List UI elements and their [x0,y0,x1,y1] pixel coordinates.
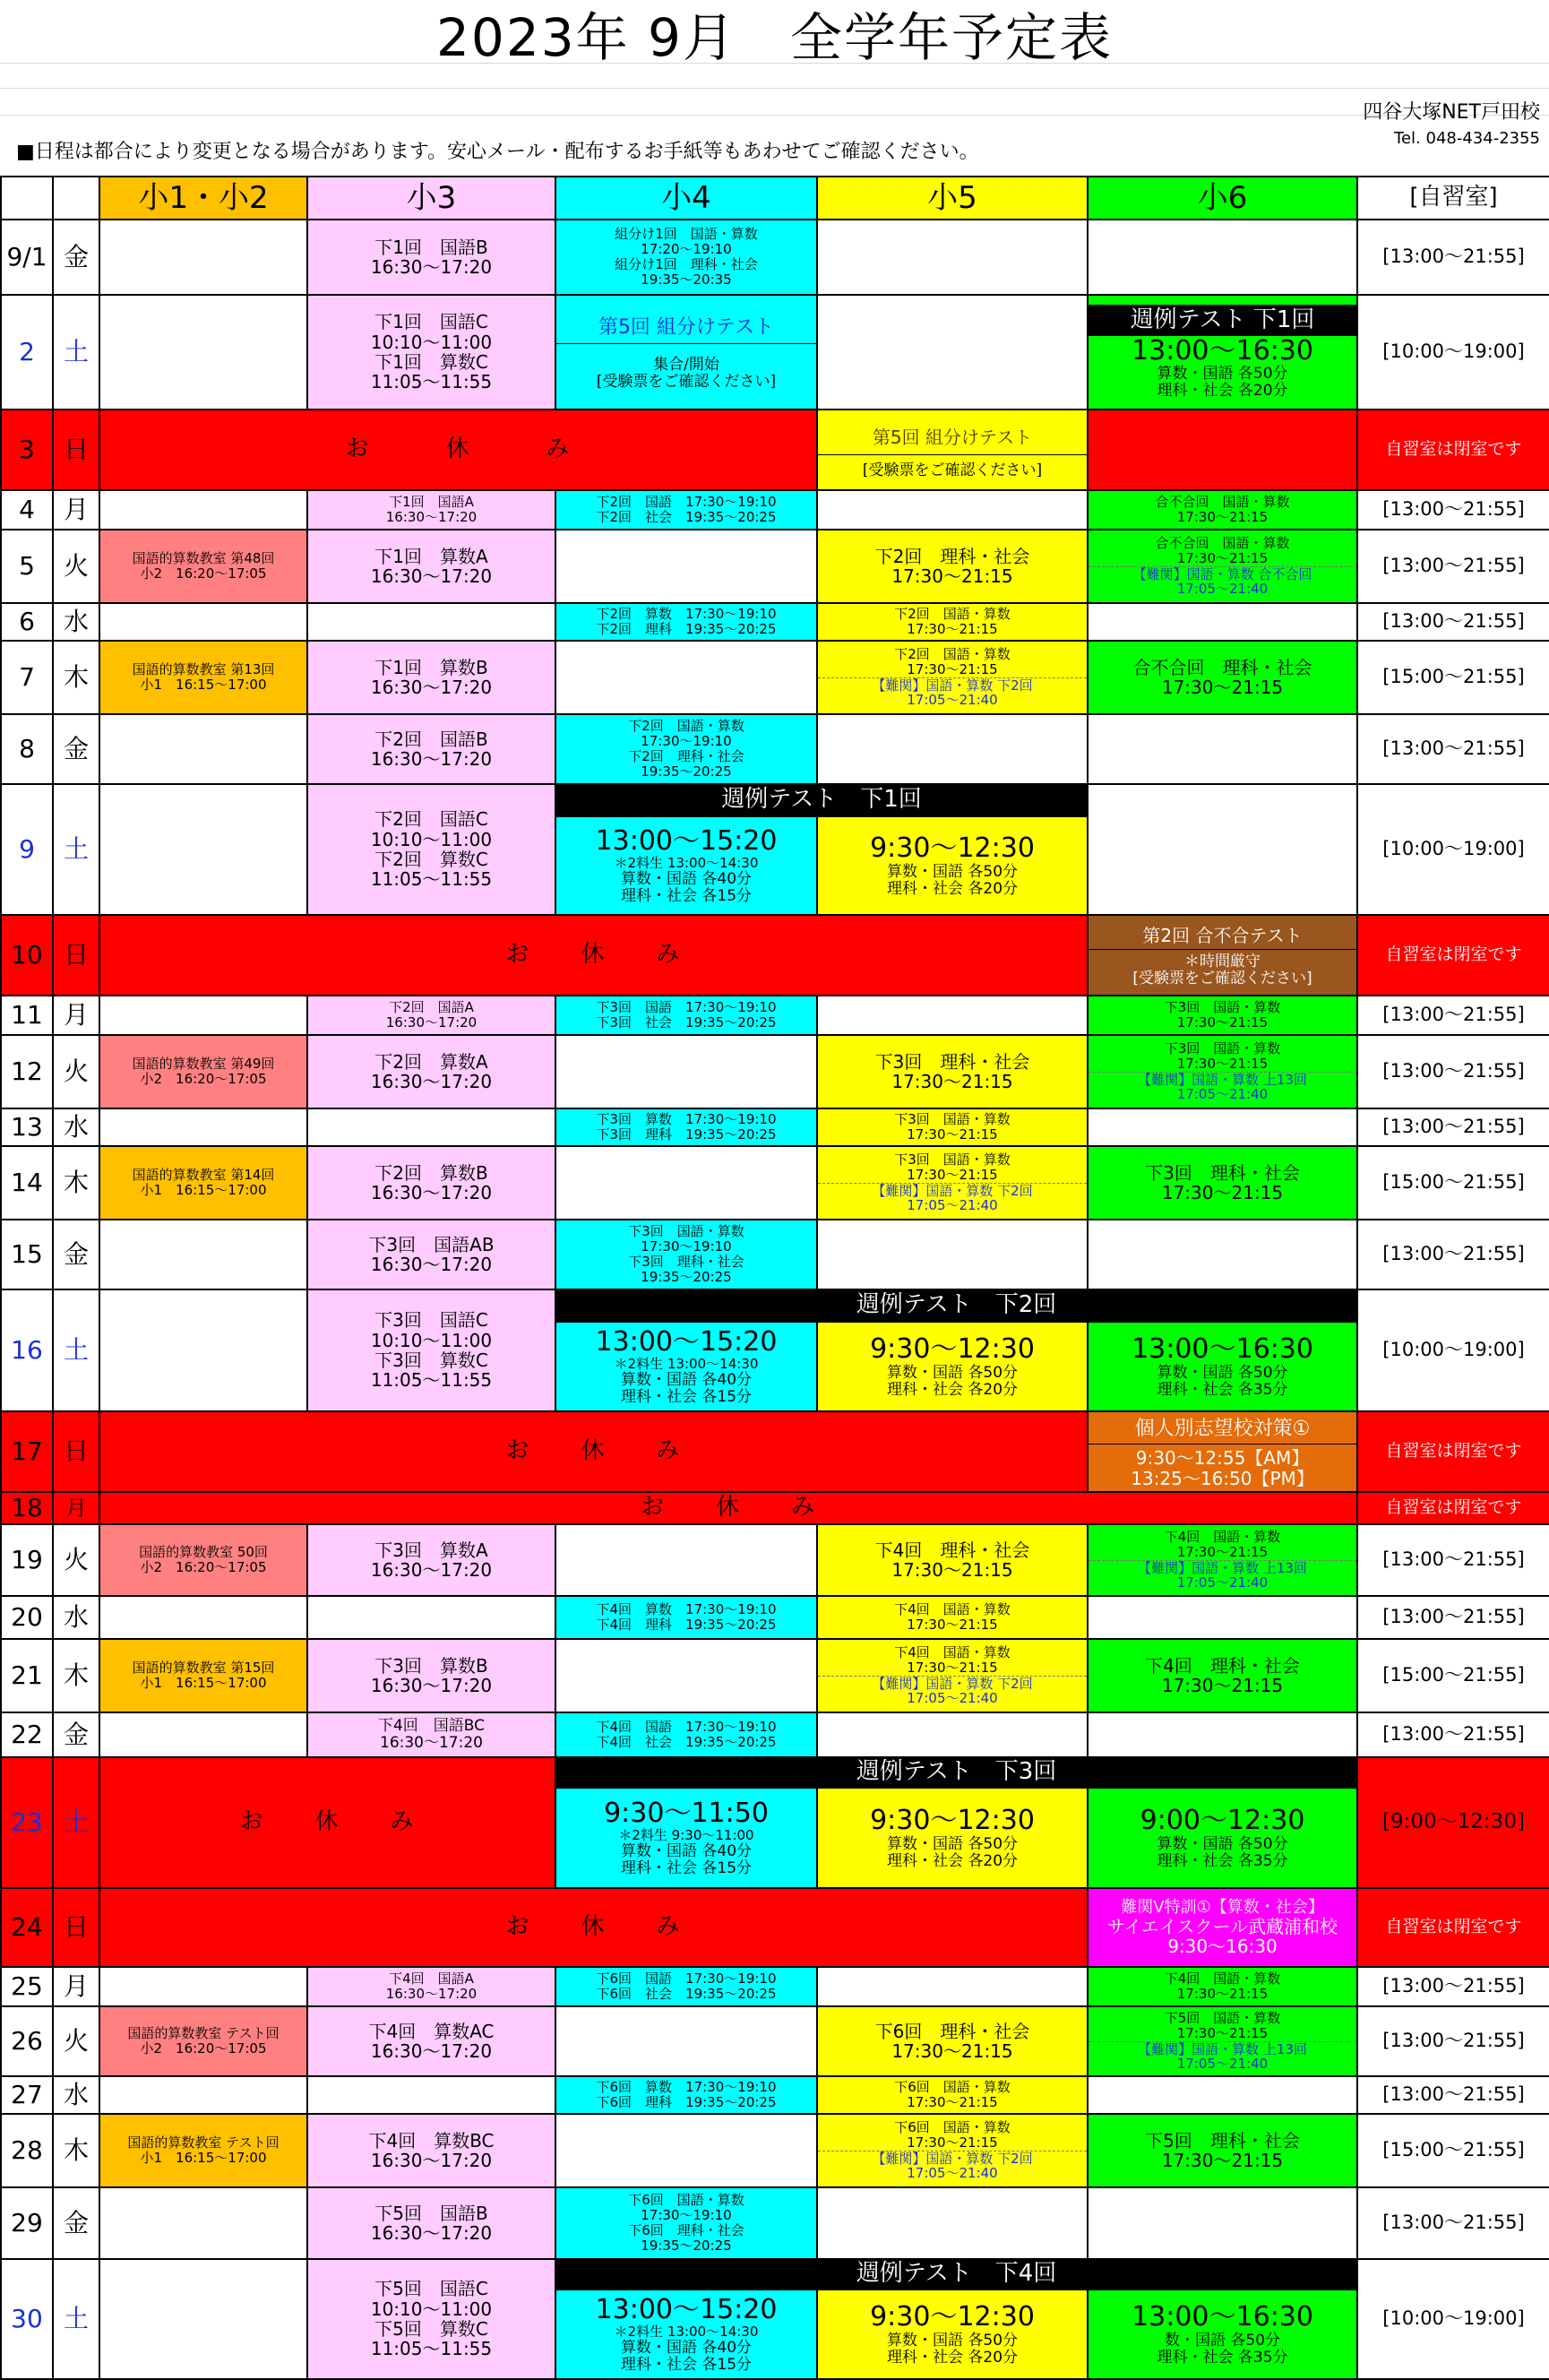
weekday-cell: 月 [53,490,99,530]
grade6-test-time: 13:00〜16:30 [1132,2301,1313,2333]
grade3-class: 下4回 国語A 16:30〜17:20 [307,1967,555,2006]
weekday-cell: 日 [53,915,99,996]
grade12-cell [99,784,307,915]
grade6-cell [1088,410,1357,490]
weekday-cell: 日 [53,1411,99,1492]
grade6-class-main: 下3回 国語・算数 17:30〜21:15 [1164,1039,1281,1072]
grade4-cell [555,1035,817,1108]
header-grade-6: 小6 [1088,177,1357,220]
study-room-hours: [15:00〜21:55] [1357,2114,1549,2187]
header-grade-3: 小3 [307,177,555,220]
grade4-class: 下2回 国語 17:30〜19:10 下2回 社会 19:35〜20:25 [555,490,817,530]
grade5-cell [817,490,1088,530]
grade6-test-title: 週例テスト 下1回 [1089,305,1356,336]
grade4-class: 下3回 国語 17:30〜19:10 下3回 社会 19:35〜20:25 [555,996,817,1035]
grade6-special-times: 9:30〜12:55【AM】 13:25〜16:50【PM】 [1131,1447,1314,1489]
date-cell: 23 [1,1757,53,1888]
grade6-class [1088,2006,1357,2076]
grade12-class: 国語的算数教室 第49回 小2 16:20〜17:05 [99,1035,307,1108]
grade5-class-advanced: 【難関】国語・算数 下2回 17:05〜21:40 [818,1676,1087,1707]
header-blank [1,177,53,220]
grade12-class: 国語的算数教室 テスト回 小2 16:20〜17:05 [99,2006,307,2076]
grade4-cell [555,2114,817,2187]
grade6-test-time: 9:00〜12:30 [1140,1805,1305,1837]
grade5-class-main: 下4回 国語・算数 17:30〜21:15 [894,1643,1011,1676]
grade12-cell [99,2259,307,2379]
grade6-cell [1088,603,1357,641]
grade4-cell [555,1524,817,1596]
grade4-test-note: ＊2料生 13:00〜14:30 [614,855,759,872]
grade3-class: 下5回 国語B 16:30〜17:20 [307,2187,555,2259]
weekday-cell: 火 [53,1035,99,1108]
grade5-test-subjects: 算数・国語 各50分 理科・社会 各20分 [886,862,1019,898]
holiday-cell: お 休 み [99,1888,1088,1967]
study-room-hours: [13:00〜21:55] [1357,1712,1549,1757]
date-cell: 7 [1,641,53,714]
grade5-cell [817,220,1088,295]
grade12-cell [99,1596,307,1639]
date-cell: 20 [1,1596,53,1639]
grade4-class: 組分け1回 国語・算数 17:20〜19:10 組分け1回 理科・社会 19:35〜20:35 [555,220,817,295]
grade4-class: 下3回 算数 17:30〜19:10 下3回 理科 19:35〜20:25 [555,1108,817,1146]
grade5-class [817,2114,1088,2187]
grade4-test [555,1788,817,1888]
study-room-closed: 自習室は閉室です [1357,1888,1549,1967]
date-cell: 17 [1,1411,53,1492]
grade12-cell [99,1220,307,1289]
grade5-class: 下4回 理科・社会 17:30〜21:15 [817,1524,1088,1596]
weekly-test-header: 週例テスト 下4回 [555,2259,1357,2289]
study-room-hours: [13:00〜21:55] [1357,530,1549,603]
grade6-class: 下4回 理科・社会 17:30〜21:15 [1088,1639,1357,1712]
grade6-class-advanced: 【難関】国語・算数 上13回 17:05〜21:40 [1089,2041,1356,2073]
grade3-class: 下3回 国語AB 16:30〜17:20 [307,1220,555,1289]
grade4-test-note: 集合/開始 [受験票をご確認ください] [596,355,777,391]
grade3-cell [307,1596,555,1639]
date-cell: 15 [1,1220,53,1289]
grade3-class: 下2回 国語B 16:30〜17:20 [307,714,555,784]
grade4-test-subjects: 算数・国語 各40分 理科・社会 各15分 [620,2339,753,2375]
study-room-closed: 自習室は閉室です [1357,915,1549,996]
grade6-class-main: 合不合回 国語・算数 17:30〜21:15 [1155,534,1290,566]
grade3-class: 下5回 国語C 10:10〜11:00 下5回 算数C 11:05〜11:55 [307,2259,555,2379]
study-room-hours: [13:00〜21:55] [1357,1524,1549,1596]
date-cell: 16 [1,1289,53,1411]
date-cell: 25 [1,1967,53,2006]
grade5-test-time: 9:30〜12:30 [870,832,1035,865]
grade6-cell [1088,784,1357,915]
grade5-class-advanced: 【難関】国語・算数 下2回 17:05〜21:40 [818,1183,1087,1214]
grade3-cell [307,2076,555,2114]
grade4-test-note: ＊2料生 13:00〜14:30 [614,1356,759,1373]
weekday-cell: 水 [53,1596,99,1639]
weekly-test-header: 週例テスト 下3回 [555,1757,1357,1788]
date-cell: 9/1 [1,220,53,295]
study-room-hours: [10:00〜19:00] [1357,2259,1549,2379]
grade6-class: 合不合回 国語・算数 17:30〜21:15 [1088,490,1357,530]
weekday-cell: 金 [53,2187,99,2259]
grade4-test-time: 9:30〜11:50 [604,1797,769,1829]
study-room-hours: [10:00〜19:00] [1357,1289,1549,1411]
grade12-class: 国語的算数教室 第13回 小1 16:15〜17:00 [99,641,307,714]
grade3-class: 下1回 国語A 16:30〜17:20 [307,490,555,530]
grade4-class: 下2回 国語・算数 17:30〜19:10 下2回 理科・社会 19:35〜20:25 [555,714,817,784]
date-cell: 14 [1,1146,53,1220]
grade3-class: 下4回 算数AC 16:30〜17:20 [307,2006,555,2076]
weekday-cell: 土 [53,2259,99,2379]
study-room-hours: [13:00〜21:55] [1357,603,1549,641]
grade6-special-title: 難関V特訓①【算数・社会】 [1121,1897,1324,1917]
weekday-cell: 金 [53,1712,99,1757]
grade12-cell [99,1108,307,1146]
grade4-cell [555,1146,817,1220]
grade12-cell [99,490,307,530]
grade12-class: 国語的算数教室 テスト回 小1 16:15〜17:00 [99,2114,307,2187]
grade5-class [817,1639,1088,1712]
grade4-class: 下4回 算数 17:30〜19:10 下4回 理科 19:35〜20:25 [555,1596,817,1639]
grade5-test-title: 第5回 組分けテスト [818,420,1087,455]
grade3-class: 下2回 算数A 16:30〜17:20 [307,1035,555,1108]
grade6-class-advanced: 【難関】国語・算数 上13回 17:05〜21:40 [1089,1072,1356,1103]
grade6-class: 下3回 国語・算数 17:30〜21:15 [1088,996,1357,1035]
grade3-class: 下1回 算数A 16:30〜17:20 [307,530,555,603]
grade4-cell [555,1639,817,1712]
date-cell: 19 [1,1524,53,1596]
weekday-cell: 火 [53,1524,99,1596]
grade6-test-note: ＊時間厳守 [受験票をご確認ください] [1132,952,1312,987]
holiday-cell: お 休 み [99,1411,1088,1492]
grade6-test [1088,295,1357,410]
grade6-cell [1088,1596,1357,1639]
grade4-class: 下3回 国語・算数 17:30〜19:10 下3回 理科・社会 19:35〜20:25 [555,1220,817,1289]
study-room-hours: [15:00〜21:55] [1357,641,1549,714]
grade5-test-subjects: 算数・国語 各50分 理科・社会 各20分 [886,2331,1019,2367]
grade3-class: 下3回 国語C 10:10〜11:00 下3回 算数C 11:05〜11:55 [307,1289,555,1411]
holiday-cell: お 休 み [99,1757,555,1888]
weekday-cell: 月 [53,1967,99,2006]
study-room-hours: [10:00〜19:00] [1357,784,1549,915]
weekday-cell: 木 [53,641,99,714]
grade6-test-title: 第2回 合不合テスト [1089,923,1356,949]
grade12-class: 国語的算数教室 50回 小2 16:20〜17:05 [99,1524,307,1596]
date-cell: 10 [1,915,53,996]
grade5-cell [817,996,1088,1035]
grade5-class-main: 下6回 国語・算数 17:30〜21:15 [894,2118,1011,2151]
grade12-cell [99,714,307,784]
grade4-cell [555,641,817,714]
grade4-cell [555,2006,817,2076]
grade5-class [817,641,1088,714]
grade12-class: 国語的算数教室 第14回 小1 16:15〜17:00 [99,1146,307,1220]
weekday-cell: 土 [53,784,99,915]
grade4-test-subjects: 算数・国語 各40分 理科・社会 各15分 [620,1842,753,1878]
grade3-class: 下1回 国語C 10:10〜11:00 下1回 算数C 11:05〜11:55 [307,295,555,410]
header-area [0,0,1549,170]
grade4-class: 下2回 算数 17:30〜19:10 下2回 理科 19:35〜20:25 [555,603,817,641]
grade5-class: 下6回 理科・社会 17:30〜21:15 [817,2006,1088,2076]
notice-text: ■日程は都合により変更となる場合があります。安心メール・配布するお手紙等もあわせてご確認ください。 [16,141,979,163]
grade3-cell [307,603,555,641]
grade6-special-title: 個人別志望校対策① [1089,1415,1356,1445]
grade12-cell [99,1289,307,1411]
grade4-test-note: ＊2料生 13:00〜14:30 [614,2324,759,2341]
header-blank [53,177,99,220]
grade3-class: 下1回 国語B 16:30〜17:20 [307,220,555,295]
study-room-hours: [13:00〜21:55] [1357,1220,1549,1289]
study-room-hours: [13:00〜21:55] [1357,714,1549,784]
grade12-cell [99,295,307,410]
weekday-cell: 月 [53,996,99,1035]
date-cell: 8 [1,714,53,784]
header-study-room: [自習室] [1357,177,1549,220]
weekday-cell: 土 [53,1757,99,1888]
grade6-class-advanced: 【難関】国語・算数 合不合回 17:05〜21:40 [1089,566,1356,598]
grade12-class: 国語的算数教室 第15回 小1 16:15〜17:00 [99,1639,307,1712]
date-cell: 24 [1,1888,53,1967]
grade5-class: 下3回 理科・社会 17:30〜21:15 [817,1035,1088,1108]
grade12-cell [99,1712,307,1757]
grade6-class [1088,530,1357,603]
grade4-test [555,816,817,915]
grade3-class: 下4回 算数BC 16:30〜17:20 [307,2114,555,2187]
date-cell: 26 [1,2006,53,2076]
weekday-cell: 土 [53,295,99,410]
date-cell: 28 [1,2114,53,2187]
header-grade-1-2: 小1・小2 [99,177,307,220]
weekday-cell: 月 [53,1492,99,1524]
grade6-class-main: 下5回 国語・算数 17:30〜21:15 [1164,2009,1281,2041]
study-room-hours: [13:00〜21:55] [1357,220,1549,295]
grade6-test-subjects: 算数・国語 各50分 理科・社会 各20分 [1157,365,1288,401]
grade6-cell [1088,220,1357,295]
grade5-class-advanced: 【難関】国語・算数 下2回 17:05〜21:40 [818,677,1087,709]
grade4-cell [555,530,817,603]
weekday-cell: 金 [53,714,99,784]
date-cell: 30 [1,2259,53,2379]
grade6-cell [1088,2076,1357,2114]
date-cell: 11 [1,996,53,1035]
grade6-class [1088,1524,1357,1596]
phone-number: Tel. 048-434-2355 [1394,129,1540,148]
grade5-test-subjects: 算数・国語 各50分 理科・社会 各20分 [886,1363,1019,1399]
study-room-hours: [13:00〜21:55] [1357,2187,1549,2259]
grade6-class: 下4回 国語・算数 17:30〜21:15 [1088,1967,1357,2006]
grade6-test-time: 13:00〜16:30 [1132,1333,1313,1366]
grade5-test [817,1788,1088,1888]
grade12-cell [99,2076,307,2114]
grade4-test-time: 13:00〜15:20 [595,2293,778,2325]
grade5-class: 下4回 国語・算数 17:30〜21:15 [817,1596,1088,1639]
date-cell: 13 [1,1108,53,1146]
grade5-test-time: 9:30〜12:30 [870,1805,1035,1837]
grade5-test-note: [受験票をご確認ください] [862,461,1043,480]
grade6-test [1088,1788,1357,1888]
date-cell: 18 [1,1492,53,1524]
grade4-class: 下6回 国語・算数 17:30〜19:10 下6回 理科・社会 19:35〜20:25 [555,2187,817,2259]
study-room-hours: [10:00〜19:00] [1357,295,1549,410]
grade4-test-title: 第5回 組分けテスト [556,314,816,344]
weekly-test-header: 週例テスト 下1回 [555,784,1088,816]
grade4-test-note: ＊2料生 9:30〜11:00 [618,1827,754,1844]
grade4-class: 下6回 国語 17:30〜19:10 下6回 社会 19:35〜20:25 [555,1967,817,2006]
grade12-cell [99,220,307,295]
grade3-class: 下3回 算数B 16:30〜17:20 [307,1639,555,1712]
study-room-hours: [13:00〜21:55] [1357,1035,1549,1108]
study-room-hours: [13:00〜21:55] [1357,1596,1549,1639]
grade4-test [555,1322,817,1411]
holiday-cell: お 休 み [99,1492,1357,1524]
grade6-cell [1088,1712,1357,1757]
date-cell: 12 [1,1035,53,1108]
grade3-class: 下2回 国語C 10:10〜11:00 下2回 算数C 11:05〜11:55 [307,784,555,915]
grade6-test [1088,2289,1357,2379]
grade6-class: 下3回 理科・社会 17:30〜21:15 [1088,1146,1357,1220]
grade6-test-subjects: 算数・国語 各50分 理科・社会 各35分 [1157,1834,1288,1870]
grade6-special-venue: サイエイスクール武蔵浦和校 9:30〜16:30 [1106,1915,1338,1958]
weekday-cell: 水 [53,2076,99,2114]
weekday-cell: 日 [53,410,99,490]
grade5-test-time: 9:30〜12:30 [870,1333,1035,1366]
grade4-class: 下4回 国語 17:30〜19:10 下4回 社会 19:35〜20:25 [555,1712,817,1757]
study-room-hours: [13:00〜21:55] [1357,1108,1549,1146]
weekday-cell: 火 [53,530,99,603]
grade5-test-time: 9:30〜12:30 [870,2301,1035,2333]
grade3-class: 下1回 算数B 16:30〜17:20 [307,641,555,714]
grade4-class: 下6回 算数 17:30〜19:10 下6回 理科 19:35〜20:25 [555,2076,817,2114]
grade12-cell [99,996,307,1035]
date-cell: 6 [1,603,53,641]
study-room-hours: [13:00〜21:55] [1357,490,1549,530]
date-cell: 2 [1,295,53,410]
date-cell: 29 [1,2187,53,2259]
header-grade-4: 小4 [555,177,817,220]
grade3-class: 下2回 国語A 16:30〜17:20 [307,996,555,1035]
study-room-closed: 自習室は閉室です [1357,1492,1549,1524]
grade4-test [555,2289,817,2379]
grade6-test [1088,915,1357,996]
study-room-hours: [13:00〜21:55] [1357,2076,1549,2114]
grade6-test [1088,1322,1357,1411]
grade6-cell [1088,2187,1357,2259]
weekday-cell: 水 [53,1108,99,1146]
grade6-cell [1088,714,1357,784]
grade5-class-advanced: 【難関】国語・算数 下2回 17:05〜21:40 [818,2151,1087,2182]
grade6-class: 合不合回 理科・社会 17:30〜21:15 [1088,641,1357,714]
weekday-cell: 日 [53,1888,99,1967]
grade5-class [817,1146,1088,1220]
study-room-hours: [13:00〜21:55] [1357,1967,1549,2006]
grade5-test [817,2289,1088,2379]
grade6-special [1088,1888,1357,1967]
grade5-test [817,1322,1088,1411]
school-name: 四谷大塚NET戸田校 [1363,101,1540,124]
weekday-cell: 土 [53,1289,99,1411]
grade6-class-advanced: 【難関】国語・算数 上13回 17:05〜21:40 [1089,1560,1356,1591]
study-room-closed: 自習室は閉室です [1357,410,1549,490]
grade5-class: 下2回 国語・算数 17:30〜21:15 [817,603,1088,641]
date-cell: 4 [1,490,53,530]
grade5-cell [817,1220,1088,1289]
grade12-cell [99,2187,307,2259]
schedule-table [0,176,1549,2380]
grade5-class: 下2回 理科・社会 17:30〜21:15 [817,530,1088,603]
grade4-test-time: 13:00〜15:20 [595,1325,778,1358]
weekday-cell: 木 [53,2114,99,2187]
grade6-special [1088,1411,1357,1492]
grade12-cell [99,1967,307,2006]
grade6-test-subjects: 数・国語 各50分 理科・社会 各35分 [1157,2331,1288,2367]
grade3-class: 下2回 算数B 16:30〜17:20 [307,1146,555,1220]
holiday-cell: お 休 み [99,410,817,490]
grade5-class: 下6回 国語・算数 17:30〜21:15 [817,2076,1088,2114]
grade3-class: 下3回 算数A 16:30〜17:20 [307,1524,555,1596]
grade4-test-subjects: 算数・国語 各40分 理科・社会 各15分 [620,870,753,906]
study-room-hours: [13:00〜21:55] [1357,2006,1549,2076]
grade6-test-subjects: 算数・国語 各50分 理科・社会 各35分 [1157,1363,1288,1399]
grade6-class [1088,1035,1357,1108]
weekday-cell: 火 [53,2006,99,2076]
weekday-cell: 木 [53,1146,99,1220]
date-cell: 3 [1,410,53,490]
grade3-class: 下4回 国語BC 16:30〜17:20 [307,1712,555,1757]
weekly-test-header: 週例テスト 下2回 [555,1289,1357,1322]
date-cell: 5 [1,530,53,603]
weekday-cell: 木 [53,1639,99,1712]
grade3-cell [307,1108,555,1146]
grade4-test-time: 13:00〜15:20 [595,824,778,857]
date-cell: 9 [1,784,53,915]
grade5-cell [817,1967,1088,2006]
grade5-cell [817,714,1088,784]
grade6-class: 下5回 理科・社会 17:30〜21:15 [1088,2114,1357,2187]
grade5-cell [817,295,1088,410]
grade5-class-main: 下2回 国語・算数 17:30〜21:15 [894,645,1011,677]
date-cell: 22 [1,1712,53,1757]
page-title: 2023年 9月 全学年予定表 [436,7,1113,68]
weekday-cell: 水 [53,603,99,641]
grade5-cell [817,2187,1088,2259]
grade5-class: 下3回 国語・算数 17:30〜21:15 [817,1108,1088,1146]
grade6-test-time: 13:00〜16:30 [1132,334,1313,366]
grade12-cell [99,603,307,641]
grade6-cell [1088,1220,1357,1289]
weekday-cell: 金 [53,220,99,295]
study-room-hours: [13:00〜21:55] [1357,996,1549,1035]
header-grade-5: 小5 [817,177,1088,220]
grade6-cell [1088,1108,1357,1146]
grade4-test [555,295,817,410]
grade5-test-subjects: 算数・国語 各50分 理科・社会 各20分 [886,1834,1019,1870]
holiday-cell: お 休 み [99,915,1088,996]
grade6-class-main: 下4回 国語・算数 17:30〜21:15 [1164,1528,1281,1560]
grade4-test-subjects: 算数・国語 各40分 理科・社会 各15分 [620,1371,753,1407]
study-room-hours: [9:00〜12:30] [1357,1757,1549,1888]
grade5-test [817,816,1088,915]
grade5-class-main: 下3回 国語・算数 17:30〜21:15 [894,1151,1011,1183]
grade5-test [817,410,1088,490]
grade5-cell [817,1712,1088,1757]
date-cell: 21 [1,1639,53,1712]
study-room-hours: [15:00〜21:55] [1357,1146,1549,1220]
weekday-cell: 金 [53,1220,99,1289]
grade12-class: 国語的算数教室 第48回 小2 16:20〜17:05 [99,530,307,603]
study-room-closed: 自習室は閉室です [1357,1411,1549,1492]
study-room-hours: [15:00〜21:55] [1357,1639,1549,1712]
date-cell: 27 [1,2076,53,2114]
